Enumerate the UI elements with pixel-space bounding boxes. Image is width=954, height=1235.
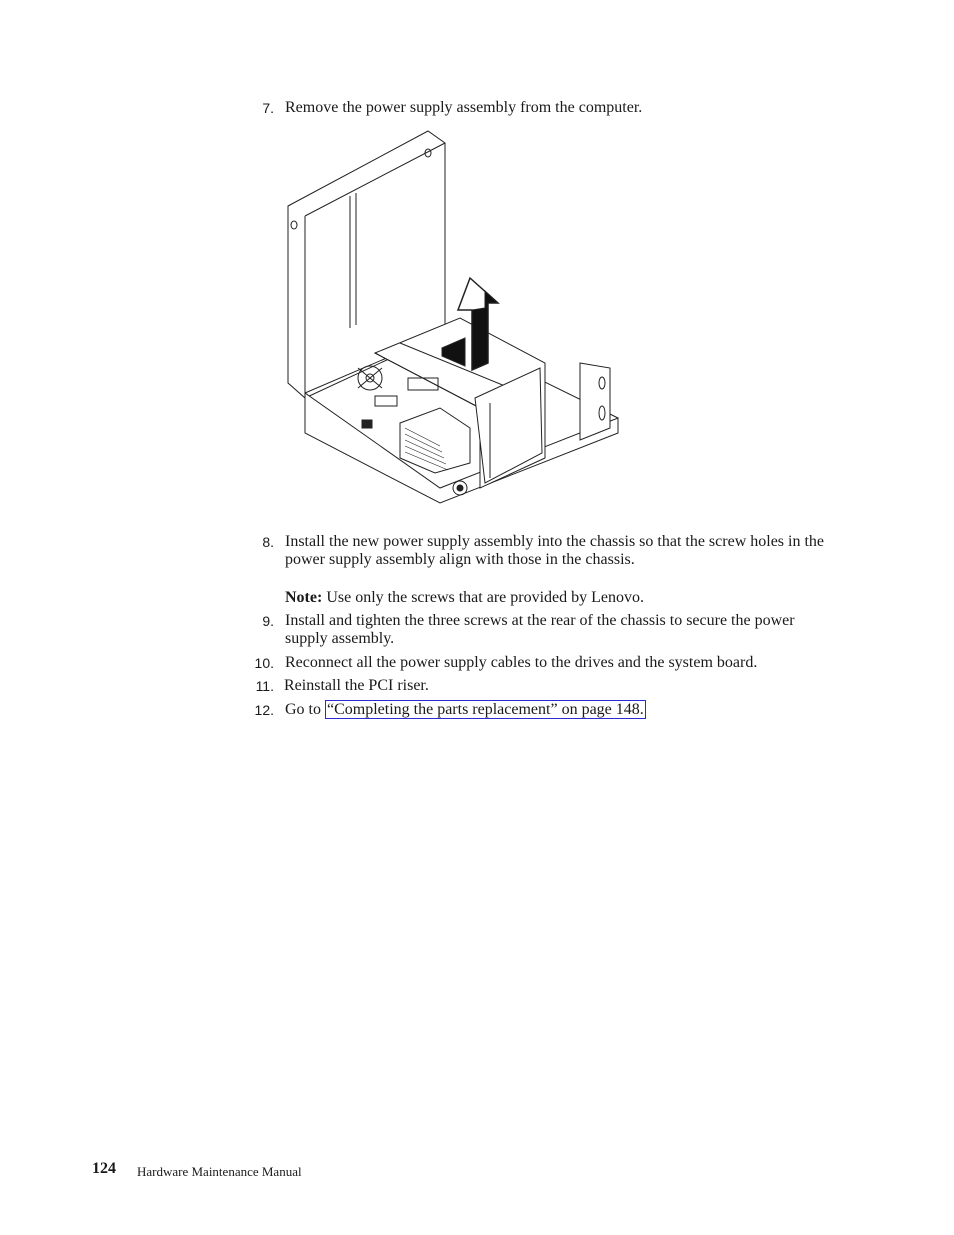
step-text: Remove the power supply assembly from the computer.	[285, 99, 643, 116]
step-number: 11.	[255, 678, 274, 694]
step-text: Reconnect all the power supply cables to the drives and the system board.	[285, 654, 758, 671]
power-supply-removal-illustration	[280, 128, 625, 523]
step-number: 8.	[262, 534, 274, 550]
completing-parts-replacement-link[interactable]: “Completing the parts replacement” on page 148.	[327, 701, 644, 718]
step-number: 10.	[254, 655, 274, 671]
step-text: Install and tighten the three screws at the rear of the chassis to secure the power supply assembly.	[285, 612, 795, 647]
step-text: Reinstall the PCI riser.	[284, 677, 429, 694]
footer-title: Hardware Maintenance Manual	[137, 1164, 302, 1179]
step-number: 7.	[262, 100, 274, 116]
step-number: 12.	[254, 702, 274, 718]
note-text: Use only the screws that are provided by Lenovo.	[326, 589, 644, 606]
step-number: 9.	[262, 613, 274, 629]
step-text-prefix: Go to	[285, 701, 321, 718]
step-text: Install the new power supply assembly into the chassis so that the screw holes in the power supply assembly align with those in the chassis.	[285, 533, 825, 568]
note-label: Note:	[285, 589, 323, 606]
page-number: 124	[92, 1160, 116, 1177]
